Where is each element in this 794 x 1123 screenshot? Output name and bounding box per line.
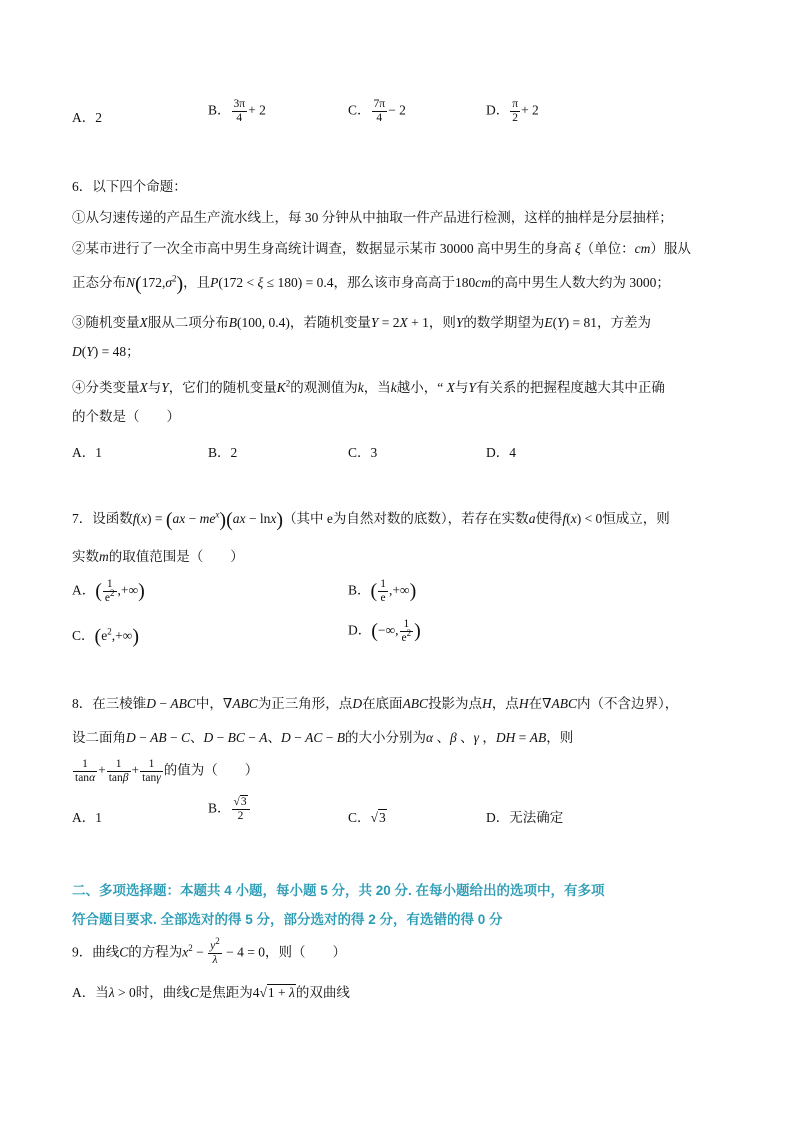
q5-option-c: C． $\frac{7\pi}{4}$ − 2 <box>348 98 406 124</box>
q6-option-a: A．1 <box>72 445 102 460</box>
q8-stem-line3: $\frac{1}{\tan\alpha}$ + $\frac{1}{\tan\beta}$ + $\frac{1}{\tan\gamma}$ 的值为（ ） <box>75 758 259 784</box>
q8-stem-line1: 8．在三棱锥D − ABC中，∇ABC为正三角形，点D在底面ABC投影为点H，点H在∇ABC内（不含边界）， <box>72 696 679 711</box>
q6-proposition-4-line2: 的个数是（ ） <box>72 409 180 424</box>
q6-option-d: D．4 <box>486 445 516 460</box>
q8-option-b: B． $\frac{√3}{2}$ <box>208 796 251 823</box>
q6-proposition-2-line1: ②某市进行了一次全市高中男生身高统计调查，数据显示某市 30000 高中男生的身高 ξ（单位：cm）服从 <box>72 241 691 256</box>
q7-option-a: A．( $\frac{1}{e^2}$ ,+∞) <box>72 578 145 604</box>
q5-option-b: B． $\frac{3\pi}{4}$ + 2 <box>208 98 266 124</box>
q9-stem: 9．曲线C的方程为$x^2$ − $\frac{y^2}{\lambda}$ − 4 = 0，则（ ） <box>72 936 346 966</box>
q7-option-c: C．$(e^2,+\infty)$ <box>72 625 139 648</box>
q8-option-a: A．1 <box>72 810 102 825</box>
section-2-heading-line2: 符合题目要求. 全部选对的得 5 分，部分选对的得 2 分，有选错的得 0 分 <box>72 912 503 927</box>
q6-proposition-1: ①从匀速传递的产品生产流水线上，每 30 分钟从中抽取一件产品进行检测，这样的抽样是分层抽样； <box>72 210 673 225</box>
q5-option-d: D． $\frac{\pi}{2}$ + 2 <box>486 98 539 124</box>
q5-option-a: A．2 <box>72 110 102 125</box>
q8-option-d: D．无法确定 <box>486 810 564 825</box>
q7-option-b: B．( $\frac{1}{e}$ ,+∞) <box>348 578 417 604</box>
q8-stem-line2: 设二面角D − AB − C、D − BC − A、D − AC − B的大小分别为α 、β 、γ ，DH = AB，则 <box>72 730 574 745</box>
q6-proposition-2-line2: 正态分布$N(172,\sigma^2)$，且P(172 < ξ ≤ 180) = 0.4，那么该市身高高于180cm的高中男生人数大约为 3000； <box>72 272 670 295</box>
q8-option-c: C．√3 <box>348 810 386 825</box>
q6-option-b: B．2 <box>208 445 238 460</box>
q6-proposition-3-line2: D(Y) = 48； <box>72 344 140 359</box>
q6-proposition-4-line1: ④分类变量X与Y，它们的随机变量$K^2$的观测值为k，当k越小，“ X与Y有关系的把握程度越大其中正确 <box>72 378 665 395</box>
q7-option-d: D．(−∞, $\frac{1}{e^2}$ ) <box>348 618 421 644</box>
section-2-heading-line1: 二、多项选择题：本题共 4 小题，每小题 5 分，共 20 分. 在每小题给出的选项中，有多项 <box>72 883 605 898</box>
q6-proposition-3-line1: ③随机变量X服从二项分布B(100, 0.4)，若随机变量Y = 2X + 1，则Y的数学期望为E(Y) = 81，方差为 <box>72 315 652 330</box>
q6-option-c: C．3 <box>348 445 378 460</box>
q6-stem: 6．以下四个命题： <box>72 179 187 194</box>
q9-option-a: A．当λ > 0时，曲线C是焦距为4√1 + λ的双曲线 <box>72 985 350 1000</box>
q7-stem-line1: 7．设函数$f(x) = (ax - me^x)(ax - \ln x)$（其中 e为自然对数的底数），若存在实数a使得f(x) < 0恒成立，则 <box>72 508 670 531</box>
q7-stem-line2: 实数m的取值范围是（ ） <box>72 549 244 564</box>
